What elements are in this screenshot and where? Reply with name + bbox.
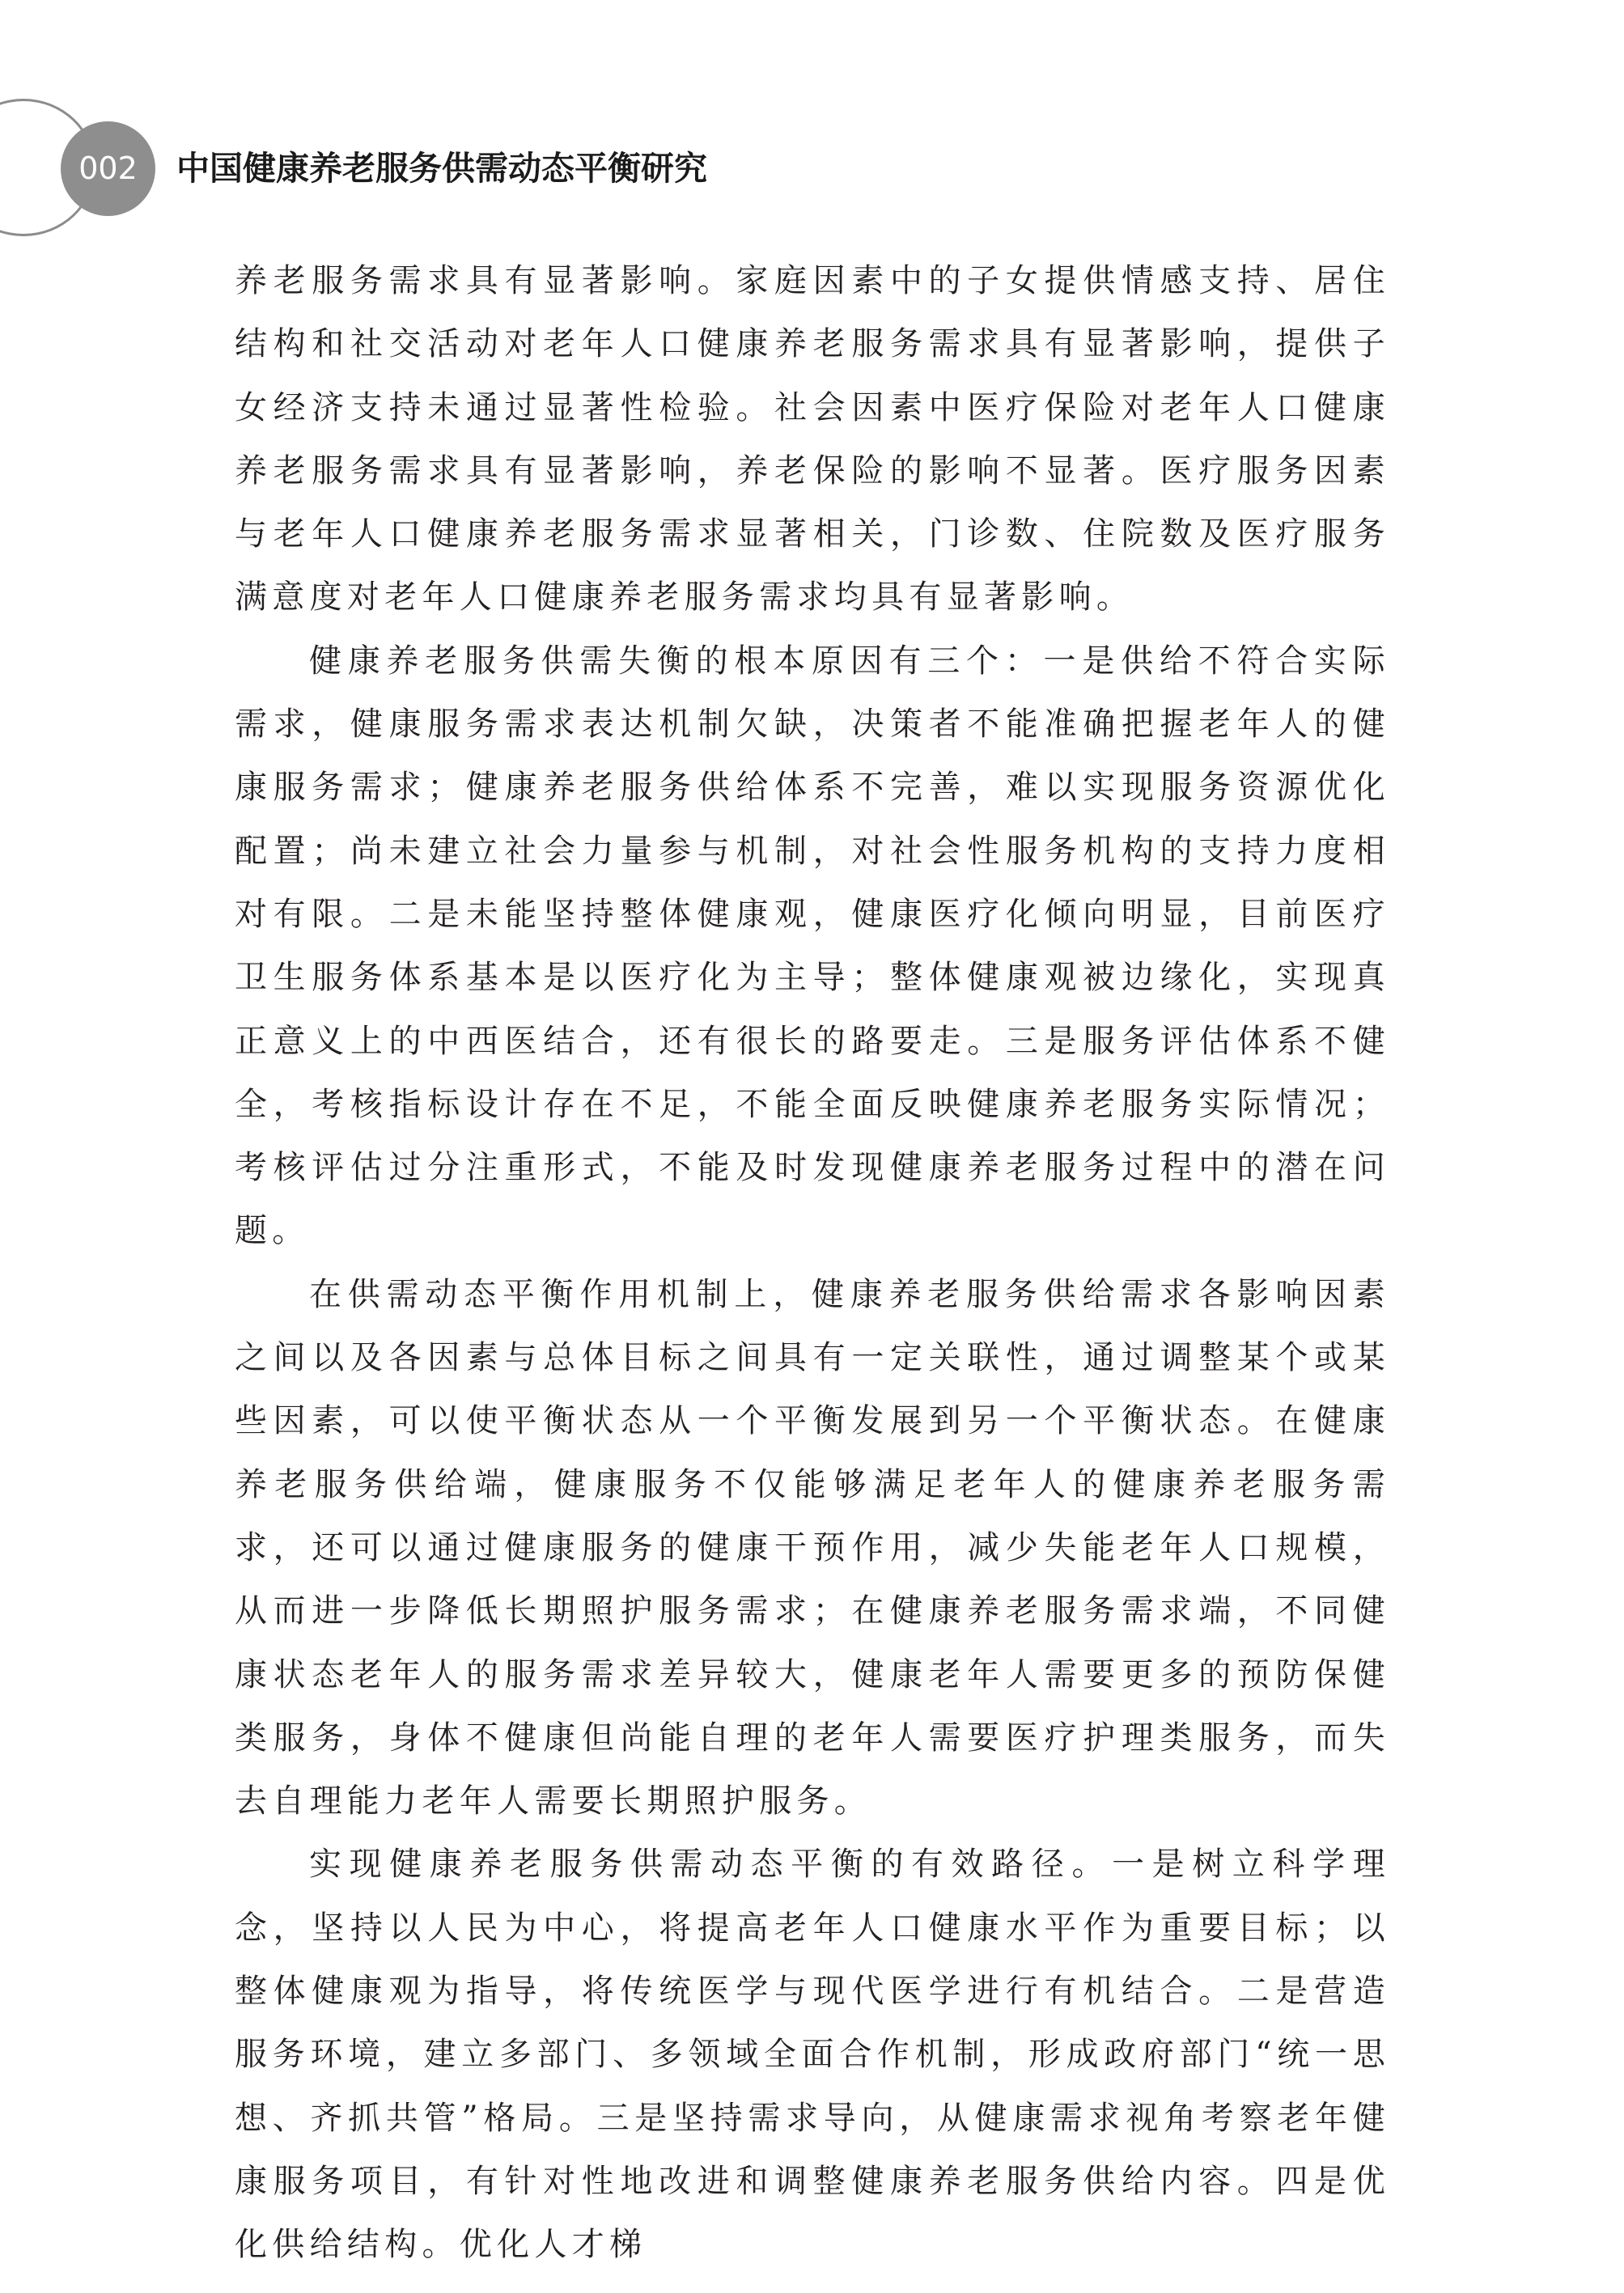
- running-header: [0, 0, 1624, 243]
- paragraph-1: 养老服务需求具有显著影响。家庭因素中的子女提供情感支持、居住结构和社交活动对老年人口健康养老服务需求具有显著影响，提供子女经济支持未通过显著性检验。社会因素中医疗保险对老年人口健康养老服务需求具有显著影响，养老保险的影响不显著。医疗服务因素与老年人口健康养老服务需求显著相关，门诊数、住院数及医疗服务满意度对老年人口健康养老服务需求均具有显著影响。: [235, 262, 1390, 617]
- paragraph-2: 健康养老服务供需失衡的根本原因有三个：一是供给不符合实际需求，健康服务需求表达机制欠缺，决策者不能准确把握老年人的健康服务需求；健康养老服务供给体系不完善，难以实现服务资源优化配置；尚未建立社会力量参与机制，对社会性服务机构的支持力度相对有限。二是未能坚持整体健康观，健康医疗化倾向明显，目前医疗卫生服务体系基本是以医疗化为主导；整体健康观被边缘化，实现真正意义上的中西医结合，还有很长的路要走。三是服务评估体系不健全，考核指标设计存在不足，不能全面反映健康养老服务实际情况；考核评估过分注重形式，不能及时发现健康养老服务过程中的潜在问题。: [235, 642, 1390, 1250]
- book-title: 中国健康养老服务供需动态平衡研究: [176, 149, 707, 188]
- paragraph-3: 在供需动态平衡作用机制上，健康养老服务供给需求各影响因素之间以及各因素与总体目标之间具有一定关联性，通过调整某个或某些因素，可以使平衡状态从一个平衡发展到另一个平衡状态。在健康养老服务供给端，健康服务不仅能够满足老年人的健康养老服务需求，还可以通过健康服务的健康干预作用，减少失能老年人口规模，从而进一步降低长期照护服务需求；在健康养老服务需求端，不同健康状态老年人的服务需求差异较大，健康老年人需要更多的预防保健类服务，身体不健康但尚能自理的老年人需要医疗护理类服务，而失去自理能力老年人需要长期照护服务。: [235, 1275, 1390, 1820]
- body-text: [235, 249, 1390, 2277]
- page-number: 002: [61, 121, 155, 216]
- paragraph-4: 实现健康养老服务供需动态平衡的有效路径。一是树立科学理念，坚持以人民为中心，将提高老年人口健康水平作为重要目标；以整体健康观为指导，将传统医学与现代医学进行有机结合。二是营造服务环境，建立多部门、多领域全面合作机制，形成政府部门“统一思想、齐抓共管”格局。三是坚持需求导向，从健康需求视角考察老年健康服务项目，有针对性地改进和调整健康养老服务供给内容。四是优化供给结构。优化人才梯: [235, 1846, 1390, 2264]
